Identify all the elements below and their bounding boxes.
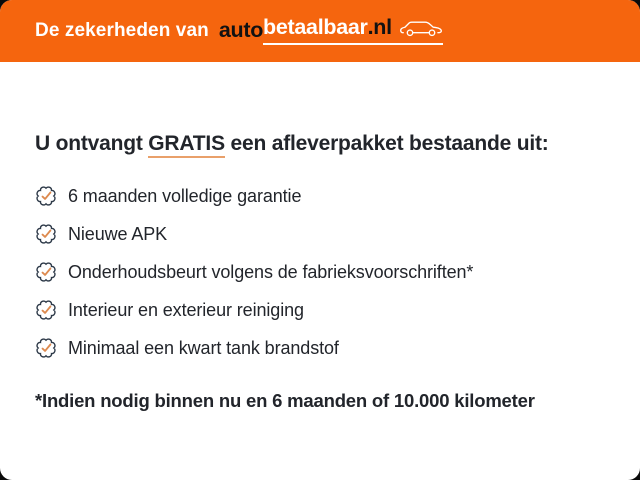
- badge-check-icon: [35, 299, 57, 321]
- page-title: [35, 131, 605, 157]
- badge-check-icon: [35, 337, 57, 359]
- benefit-item: [35, 297, 605, 323]
- content-area: [0, 131, 640, 412]
- car-outline-icon: [399, 19, 443, 38]
- logo-nl: .nl: [367, 15, 392, 40]
- benefit-label: Minimaal een kwart tank brandstof: [68, 337, 339, 358]
- benefit-list: [35, 183, 605, 361]
- badge-check-icon: [35, 261, 57, 283]
- header-bar: [0, 0, 640, 62]
- logo-betaalbaar: betaalbaar: [263, 15, 368, 40]
- benefit-item: [35, 259, 605, 285]
- gratis-highlight: GRATIS: [148, 132, 225, 158]
- footnote: *Indien nodig binnen nu en 6 maanden of 10.000 kilometer: [35, 390, 535, 412]
- heading-pre: U ontvangt: [35, 132, 149, 155]
- benefit-label: 6 maanden volledige garantie: [68, 185, 302, 206]
- benefit-item: [35, 183, 605, 209]
- benefit-item: [35, 221, 605, 247]
- heading-post: een afleverpakket bestaande uit:: [224, 132, 549, 155]
- benefit-item: [35, 335, 605, 361]
- badge-check-icon: [35, 223, 57, 245]
- benefit-label: Nieuwe APK: [68, 223, 168, 244]
- logo-auto: auto: [218, 18, 264, 43]
- benefit-label: Interieur en exterieur reiniging: [68, 299, 304, 320]
- header-text: De zekerheden van: [35, 20, 209, 41]
- badge-check-icon: [35, 185, 57, 207]
- brand-logo: [219, 17, 443, 45]
- benefit-label: Onderhoudsbeurt volgens de fabrieksvoorschriften*: [68, 261, 474, 282]
